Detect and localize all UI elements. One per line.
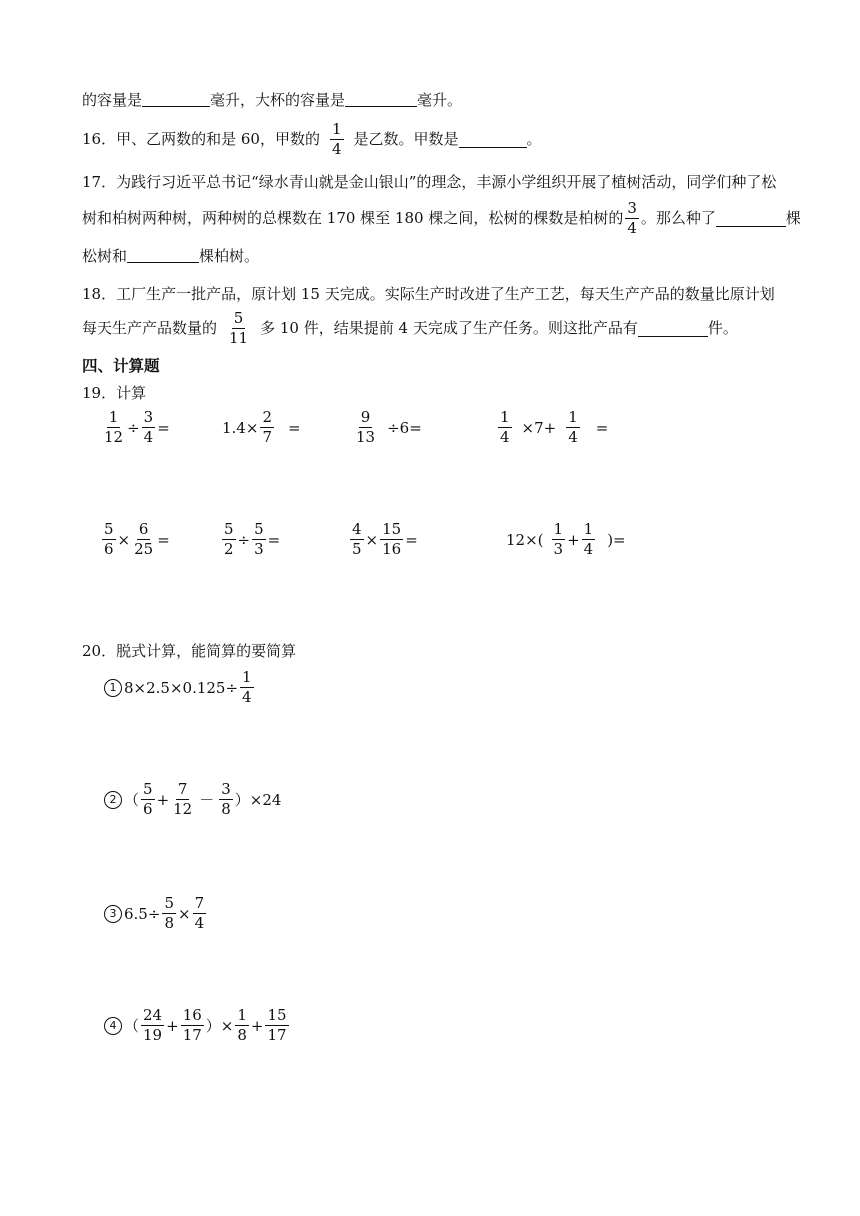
text: 16．甲、乙两数的和是 60，甲数的 — [82, 130, 320, 148]
fraction: $\frac{15}{16}$ — [382, 520, 402, 558]
text: 6.5÷ — [124, 904, 161, 923]
calc-expression-2 — [222, 410, 301, 445]
text: （ — [124, 1017, 140, 1035]
calc-expression-1 — [100, 410, 170, 445]
circled-number: 1 — [104, 679, 122, 697]
answer-blank[interactable] — [345, 90, 417, 107]
fraction: $\frac{3}{4}$ — [627, 198, 637, 237]
fraction: $\frac{1}{4}$ — [568, 408, 578, 446]
text: 每天生产产品数量的 — [82, 319, 218, 337]
text: 件。 — [707, 319, 738, 337]
fraction: $\frac{9}{13}$ — [356, 408, 376, 446]
operator: + — [156, 790, 170, 809]
q15-tail — [82, 90, 462, 110]
step-calc-3 — [104, 896, 208, 931]
text: 树和柏树两种树，两种树的总棵数在 170 棵至 180 棵之间，松树的棵数是柏树的 — [82, 209, 624, 227]
text: 毫升。 — [417, 91, 463, 109]
step-calc-2 — [104, 782, 281, 817]
text: 是乙数。甲数是 — [353, 130, 459, 148]
circled-number: 3 — [104, 905, 122, 923]
question-17-line1: 17．为践行习近平总书记“绿水青山就是金山银山”的理念，丰源小学组织开展了植树活动，同学们种了松 — [82, 173, 777, 191]
operator: + — [250, 1016, 264, 1035]
operator: × — [365, 530, 379, 549]
fraction: $\frac{1}{8}$ — [237, 1006, 247, 1044]
step-calc-4 — [104, 1008, 291, 1043]
equals-sign: = — [287, 418, 301, 437]
question-16 — [82, 121, 542, 157]
equals-sign: = — [595, 418, 609, 437]
circled-number: 2 — [104, 791, 122, 809]
question-17-line2 — [82, 200, 801, 236]
text: 棵 — [785, 209, 801, 227]
text: )= — [607, 530, 626, 549]
operator: ÷ — [237, 530, 251, 549]
fraction: $\frac{16}{17}$ — [182, 1006, 202, 1044]
text: ）×24 — [234, 791, 282, 809]
fraction: $\frac{5}{8}$ — [164, 894, 174, 932]
circled-number: 4 — [104, 1017, 122, 1035]
operator: × — [177, 904, 191, 923]
calc-expression-3 — [352, 410, 422, 445]
equals-sign: = — [157, 418, 170, 437]
calc-expression-8 — [506, 522, 626, 557]
section-heading: 四、计算题 — [82, 357, 160, 375]
text: （ — [124, 791, 140, 809]
answer-blank[interactable] — [142, 90, 210, 107]
answer-blank[interactable] — [127, 246, 199, 263]
text: 毫升，大杯的容量是 — [210, 91, 346, 109]
text: 。 — [526, 130, 542, 148]
answer-blank[interactable] — [459, 131, 527, 148]
text: 棵柏树。 — [199, 247, 260, 265]
operator: － — [199, 791, 215, 809]
fraction: $\frac{1}{4}$ — [583, 520, 594, 558]
fraction: $\frac{5}{3}$ — [254, 520, 264, 558]
fraction: $\frac{5}{6}$ — [143, 780, 153, 818]
answer-blank[interactable] — [716, 210, 786, 227]
calc-expression-6 — [220, 522, 280, 557]
fraction: $\frac{3}{4}$ — [143, 408, 154, 446]
text: 的容量是 — [82, 91, 143, 109]
text: 8×2.5×0.125÷ — [124, 678, 239, 697]
equals-sign: = — [405, 530, 418, 549]
text: ×7+ — [521, 418, 557, 437]
fraction: $\frac{3}{8}$ — [221, 780, 231, 818]
fraction: $\frac{6}{25}$ — [134, 520, 154, 558]
fraction: $\frac{24}{19}$ — [143, 1006, 163, 1044]
operator: + — [166, 1016, 179, 1035]
text: 。那么种了 — [640, 209, 716, 227]
question-18-line1: 18．工厂生产一批产品，原计划 15 天完成。实际生产时改进了生产工艺，每天生产产品的数量比原计划 — [82, 285, 775, 303]
text: 12×( — [506, 530, 544, 549]
calc-expression-7 — [348, 522, 418, 557]
fraction: $\frac{5}{11}$ — [229, 308, 249, 347]
operator: ÷ — [127, 418, 140, 437]
text: ÷6= — [387, 418, 422, 437]
operator: + — [567, 530, 580, 549]
fraction: $\frac{5}{6}$ — [104, 520, 114, 558]
fraction: $\frac{1}{3}$ — [553, 520, 564, 558]
text: 1.4× — [222, 418, 259, 437]
fraction: $\frac{4}{5}$ — [352, 520, 362, 558]
question-18-line2 — [82, 308, 738, 348]
fraction: $\frac{15}{17}$ — [267, 1006, 287, 1044]
fraction: $\frac{1}{12}$ — [104, 408, 124, 446]
fraction: $\frac{2}{7}$ — [262, 408, 272, 446]
calc-expression-4 — [496, 410, 608, 445]
question-17-line3 — [82, 246, 259, 266]
equals-sign: = — [267, 530, 281, 549]
question-19-label: 19．计算 — [82, 384, 147, 402]
fraction: $\frac{7}{4}$ — [194, 894, 205, 932]
text: ）× — [205, 1017, 234, 1035]
calc-expression-5 — [100, 522, 170, 557]
fraction: $\frac{1}{4}$ — [500, 408, 510, 446]
fraction: $\frac{7}{12}$ — [173, 780, 193, 818]
question-20-label: 20．脱式计算，能简算的要简算 — [82, 642, 297, 660]
answer-blank[interactable] — [638, 320, 708, 337]
text: 松树和 — [82, 247, 128, 265]
step-calc-1 — [104, 670, 256, 705]
operator: × — [117, 530, 131, 549]
fraction: $\frac{5}{2}$ — [224, 520, 234, 558]
equals-sign: = — [157, 530, 170, 549]
fraction: $\frac{1}{4}$ — [242, 668, 252, 706]
fraction: $\frac{1}{4}$ — [331, 119, 342, 158]
text: 多 10 件，结果提前 4 天完成了生产任务。则这批产品有 — [260, 319, 638, 337]
